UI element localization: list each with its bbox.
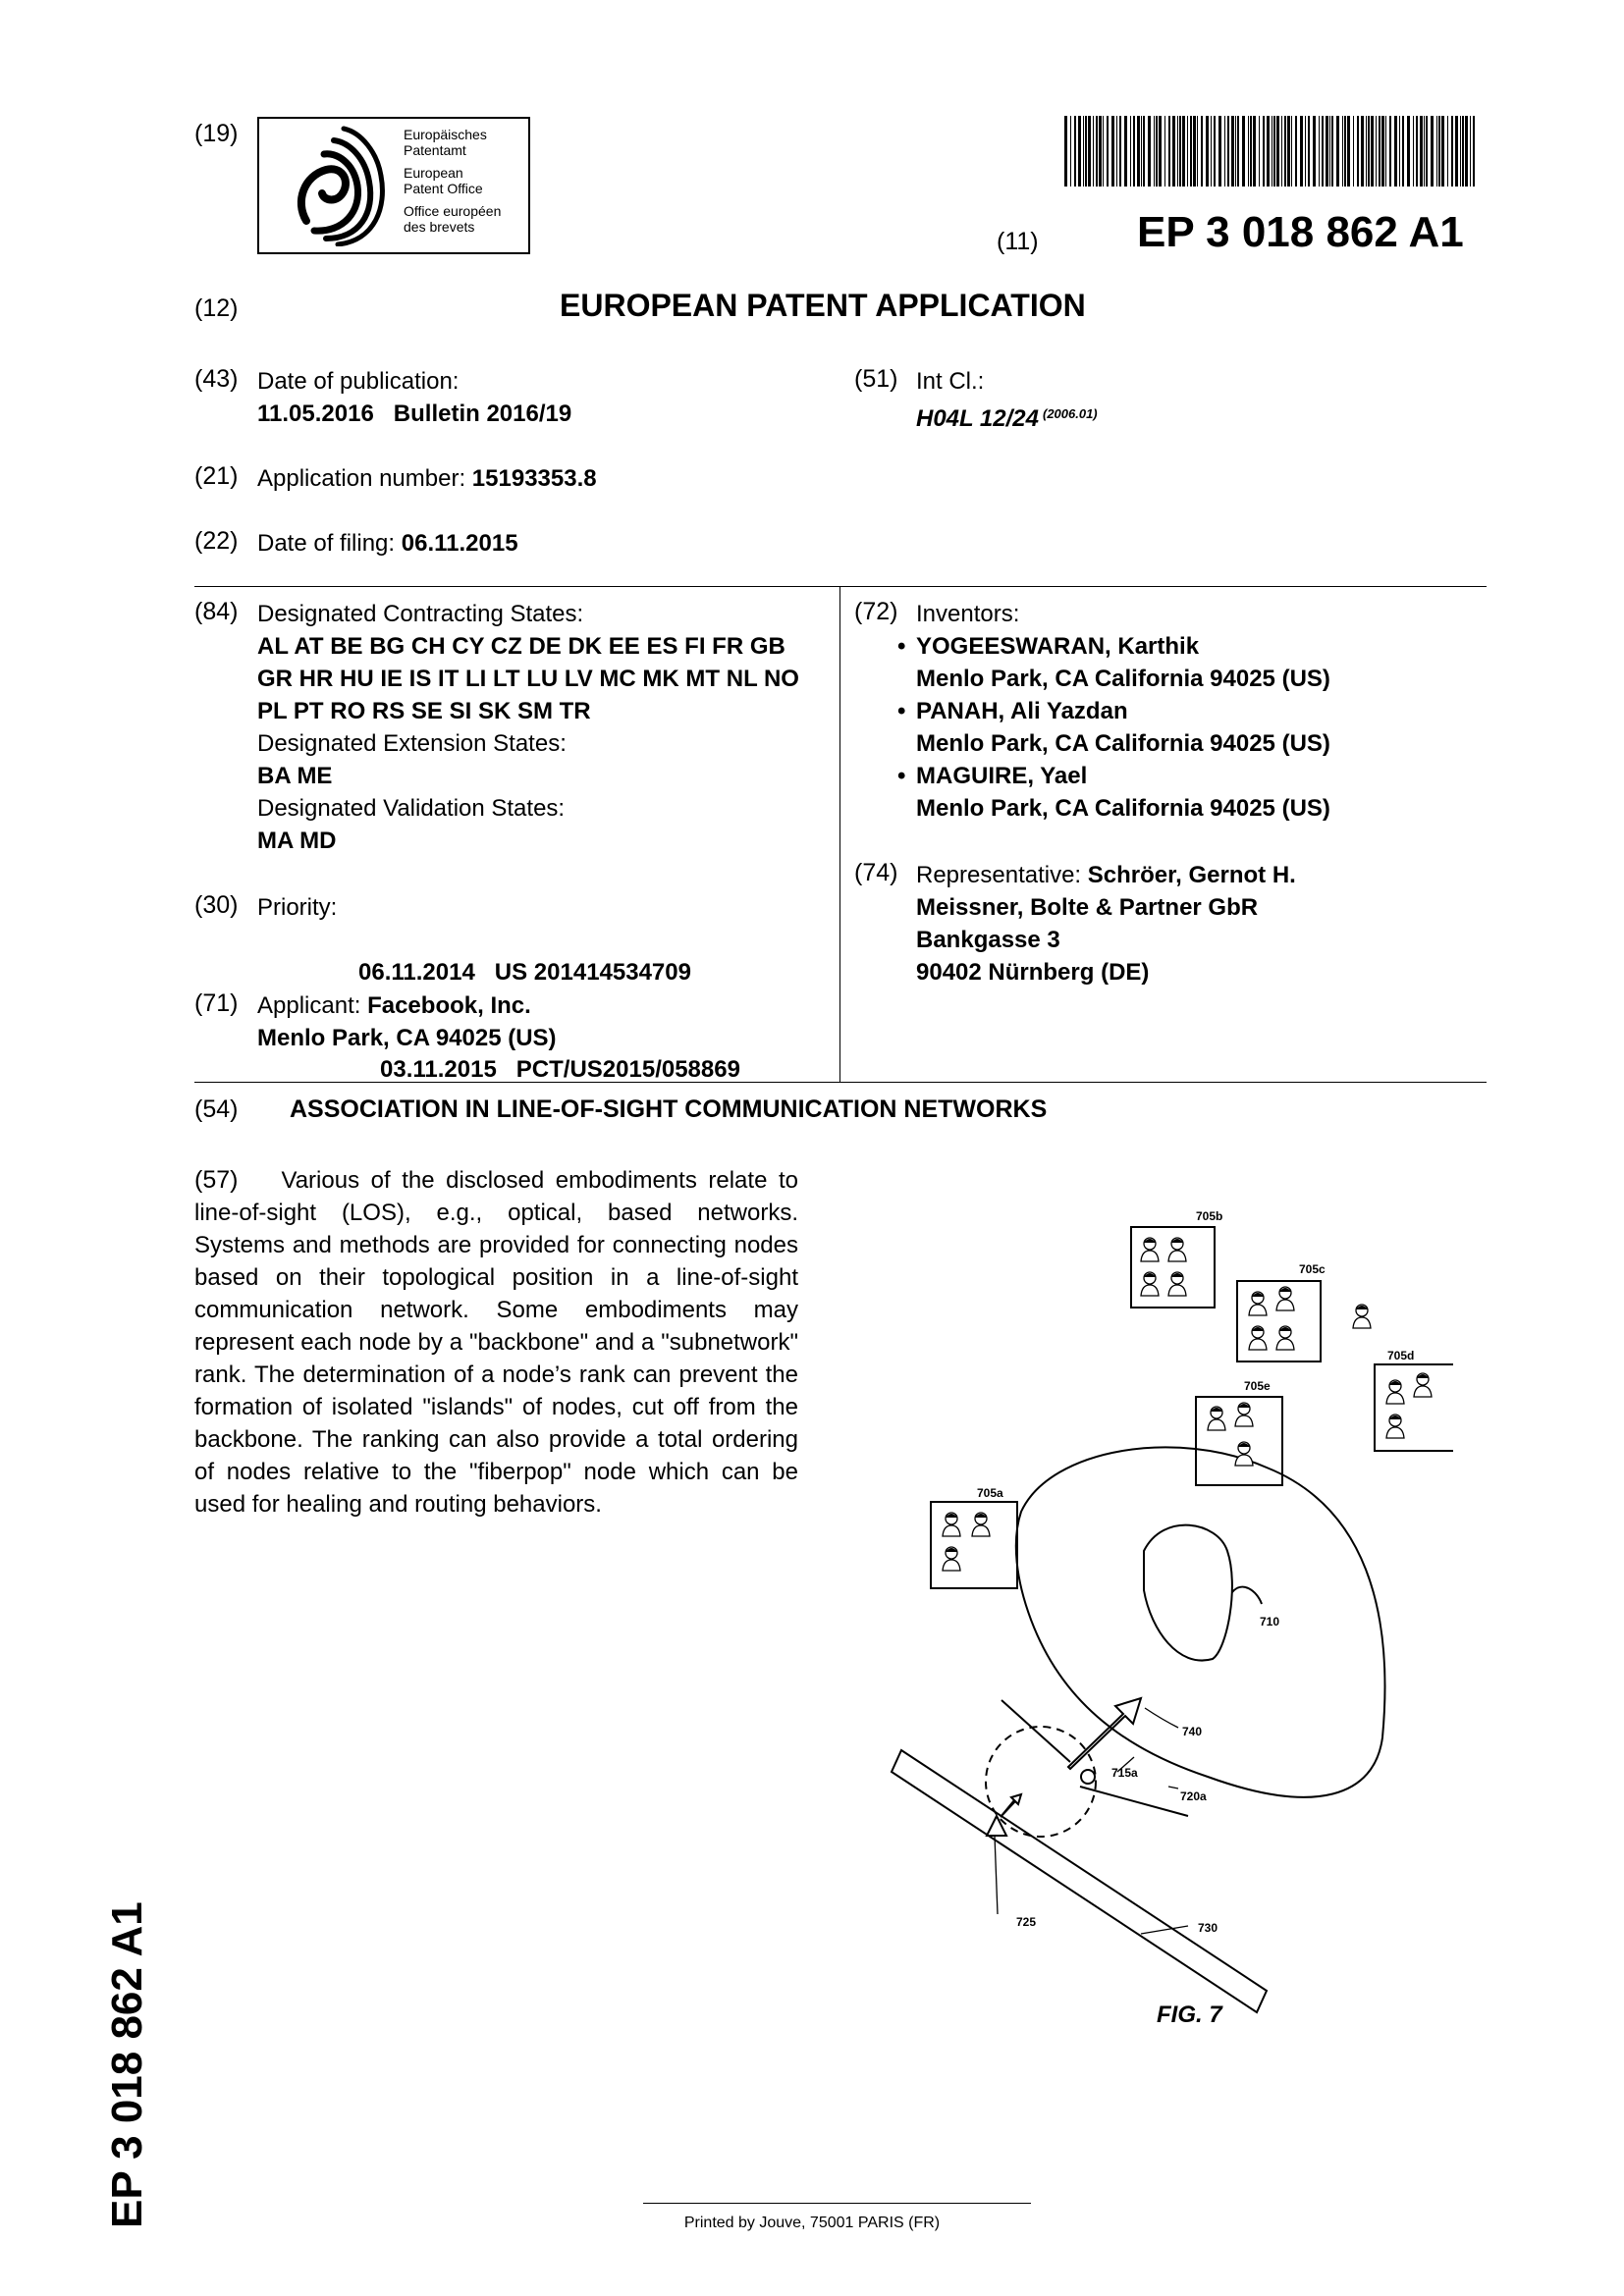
label-710: 710 xyxy=(1260,1615,1280,1629)
barcode-bar xyxy=(1237,116,1239,187)
barcode-bar xyxy=(1193,116,1196,187)
barcode-bar xyxy=(1242,116,1245,187)
inventors: Inventors: • YOGEESWARAN, Karthik Menlo Park, CA California 94025 (US) • PANAH, Ali Yazdan Menlo Park, CA California 94025 (US) • MAGUIRE, Yael Menlo Park, CA California 94025 (US) xyxy=(897,601,1330,822)
barcode-bar xyxy=(1206,116,1209,187)
barcode-bar xyxy=(1353,116,1354,187)
barcode-bar xyxy=(1124,116,1127,187)
barcode-bar xyxy=(1438,116,1440,187)
label-705b: 705b xyxy=(1196,1209,1223,1223)
code-43: (43) xyxy=(194,365,239,393)
barcode-bar xyxy=(1416,116,1418,187)
label-730: 730 xyxy=(1198,1921,1218,1935)
barcode-bar xyxy=(1331,116,1333,187)
barcode-bar xyxy=(1357,116,1359,187)
side-publication-number: EP 3 018 862 A1 xyxy=(103,1901,151,2228)
barcode-bar xyxy=(1431,116,1434,187)
publication-date-value: 11.05.2016 Bulletin 2016/19 xyxy=(257,400,572,427)
applicant: Applicant: Facebook, Inc. Menlo Park, CA 94025 (US) xyxy=(257,992,557,1051)
code-71: (71) xyxy=(194,989,239,1017)
code-51: (51) xyxy=(854,365,898,393)
arrow-725 xyxy=(987,1816,1006,1836)
barcode-bar xyxy=(1263,116,1265,187)
range-circle xyxy=(986,1727,1096,1837)
column-divider xyxy=(839,586,840,1082)
barcode-bar xyxy=(1107,116,1109,187)
barcode-bar xyxy=(1070,116,1071,187)
barcode-bar xyxy=(1344,116,1346,187)
label-705a: 705a xyxy=(977,1486,1003,1500)
user-standalone xyxy=(1353,1305,1371,1328)
barcode-bar xyxy=(1366,116,1367,187)
code-30: (30) xyxy=(194,891,239,919)
node-box-705a xyxy=(931,1502,1017,1588)
barcode-bar xyxy=(1235,116,1236,187)
barcode-bar xyxy=(1259,116,1260,187)
label-705e: 705e xyxy=(1244,1379,1271,1393)
barcode-bar xyxy=(1402,116,1404,187)
label-705d: 705d xyxy=(1387,1349,1415,1362)
barcode-bar xyxy=(1276,116,1279,187)
application-number: Application number: 15193353.8 xyxy=(257,465,597,492)
int-cl-label: Int Cl.: xyxy=(916,368,985,395)
publication-date-label: Date of publication: xyxy=(257,368,460,395)
epo-logo xyxy=(257,117,530,254)
arrow-740 xyxy=(1068,1698,1141,1769)
barcode-bar xyxy=(1267,116,1270,187)
sightline-720a xyxy=(1080,1787,1188,1816)
code-74: (74) xyxy=(854,859,898,886)
epo-logo-icon xyxy=(285,125,393,246)
priority-label: Priority: xyxy=(257,894,338,921)
users-705e xyxy=(1208,1403,1253,1466)
label-715a: 715a xyxy=(1111,1766,1138,1780)
barcode-bar xyxy=(1253,116,1256,187)
label-720a: 720a xyxy=(1180,1789,1207,1803)
barcode-bar xyxy=(1218,116,1221,187)
barcode-bar xyxy=(1187,116,1188,187)
barcode-bar xyxy=(1284,116,1286,187)
code-54: (54) xyxy=(194,1095,239,1123)
code-12: (12) xyxy=(194,294,239,322)
barcode-bar xyxy=(1224,116,1225,187)
barcode-bar xyxy=(1248,116,1249,187)
barcode-bar xyxy=(1385,116,1386,187)
barcode-bar xyxy=(1143,116,1145,187)
barcode-bar xyxy=(1460,116,1461,187)
barcode-bar xyxy=(1141,116,1142,187)
label-740: 740 xyxy=(1182,1725,1203,1738)
code-19: (19) xyxy=(194,120,239,147)
barcode-bar xyxy=(1281,116,1282,187)
leader-710 xyxy=(1232,1587,1262,1604)
priority-values: 06.11.2014 US 201414534709 03.11.2015 PCT/US2015/058869 xyxy=(358,959,740,1083)
barcode-bar xyxy=(1148,116,1151,187)
barcode-bar xyxy=(1413,116,1414,187)
int-cl-value: H04L 12/24 $^{(2006.01)}$ xyxy=(916,405,1098,432)
barcode-bar xyxy=(1436,116,1437,187)
barcode-bar xyxy=(1389,116,1391,187)
filing-date: Date of filing: 06.11.2015 xyxy=(257,530,518,557)
users-705c xyxy=(1249,1287,1294,1350)
arrow-small xyxy=(1001,1794,1021,1817)
barcode-bar xyxy=(1116,116,1117,187)
barcode-bar xyxy=(1190,116,1192,187)
barcode-bar xyxy=(1088,116,1091,187)
barcode-bar xyxy=(1287,116,1290,187)
barcode-bar xyxy=(1361,116,1364,187)
code-72: (72) xyxy=(854,598,898,625)
barcode-bar xyxy=(1420,116,1423,187)
barcode-bar xyxy=(1064,116,1067,187)
section-divider xyxy=(194,586,1487,587)
abstract-text: Various of the disclosed embodiments relate to line-of-sight (LOS), e.g., optical, based networks. Systems and methods are provided for connecting nodes based on their topological position in a line-of-sight communication network. Some embodiments may represent each node by a "backbone" and a "subnetwork" rank. The determination of a node’s rank can prevent the formation of isolated "islands" of nodes, cut off from the backbone. The ranking can also provide a total ordering of nodes relative to the "fiberpop" node which can be used for healing and routing behaviors. xyxy=(194,1167,798,1518)
node-715a xyxy=(1081,1770,1095,1784)
barcode-bar xyxy=(1182,116,1185,187)
barcode-bar xyxy=(1447,116,1448,187)
barcode-bar xyxy=(1179,116,1181,187)
barcode-bar xyxy=(1376,116,1377,187)
office-name: Europäisches Patentamt European Patent Office Office européen des brevets xyxy=(404,127,502,235)
label-705c: 705c xyxy=(1299,1262,1326,1276)
users-705b xyxy=(1141,1238,1186,1296)
barcode-bar xyxy=(1381,116,1384,187)
barcode-bar xyxy=(1451,116,1453,187)
barcode-bar xyxy=(1137,116,1140,187)
barcode-bar xyxy=(1103,116,1104,187)
barcode-bar xyxy=(1407,116,1410,187)
barcode-bar xyxy=(1085,116,1087,187)
barcode-bar xyxy=(1470,116,1471,187)
barcode-bar xyxy=(1473,116,1475,187)
barcode-bar xyxy=(1111,116,1114,187)
barcode-bar xyxy=(1291,116,1292,187)
footer-divider xyxy=(643,2203,1031,2204)
code-22: (22) xyxy=(194,527,239,555)
barcode-bar xyxy=(1462,116,1464,187)
barcode-bar xyxy=(1250,116,1252,187)
barcode-bar xyxy=(1322,116,1324,187)
barcode-bar xyxy=(1096,116,1098,187)
barcode-bar xyxy=(1319,116,1320,187)
figure-7 xyxy=(884,1188,1453,2042)
barcode-bar xyxy=(1326,116,1328,187)
barcode-bar xyxy=(1399,116,1400,187)
figure-caption: FIG. 7 xyxy=(1157,2002,1222,2028)
code-21: (21) xyxy=(194,462,239,490)
barcode-bar xyxy=(1295,116,1297,187)
int-cl-version: (2006.01) xyxy=(1042,406,1098,421)
barcode-bar xyxy=(1133,116,1135,187)
users-705a xyxy=(943,1513,990,1571)
inner-region-710 xyxy=(1144,1525,1232,1661)
barcode-bar xyxy=(1201,116,1203,187)
barcode-bar xyxy=(1156,116,1158,187)
barcode-bar xyxy=(1214,116,1216,187)
publication-number: EP 3 018 862 A1 xyxy=(1137,208,1464,256)
barcode-bar xyxy=(1313,116,1316,187)
barcode-bar xyxy=(1093,116,1094,187)
barcode-bar xyxy=(1379,116,1380,187)
leader-730 xyxy=(1141,1926,1188,1934)
barcode-bar xyxy=(1074,116,1076,187)
barcode-bar xyxy=(1154,116,1155,187)
barcode-bar xyxy=(1455,116,1458,187)
leader-725 xyxy=(995,1836,998,1914)
invention-title: ASSOCIATION IN LINE-OF-SIGHT COMMUNICATION NETWORKS xyxy=(290,1095,1048,1123)
barcode-bar xyxy=(1394,116,1397,187)
barcode-bar xyxy=(1159,116,1162,187)
network-boundary-loop xyxy=(1016,1447,1385,1796)
barcode-bar xyxy=(1329,116,1330,187)
barcode xyxy=(1064,116,1477,187)
obstacle-730 xyxy=(892,1750,1267,2012)
barcode-bar xyxy=(1424,116,1425,187)
barcode-bar xyxy=(1083,116,1084,187)
designated-states: Designated Contracting States: AL AT BE BG CH CY CZ DE DK EE ES FI FR GB GR HR HU IE IS IT LI LT LU LV MC MK MT NL NO PL PT RO RS SE SI SK SM TR Designated Extension States: BA ME Designated Validation States: MA MD xyxy=(257,601,799,854)
barcode-bar xyxy=(1211,116,1212,187)
barcode-bar xyxy=(1172,116,1175,187)
barcode-bar xyxy=(1465,116,1468,187)
code-57: (57) xyxy=(194,1166,239,1194)
leader-720a xyxy=(1168,1787,1178,1789)
barcode-bar xyxy=(1347,116,1350,187)
barcode-bar xyxy=(1227,116,1229,187)
label-725: 725 xyxy=(1016,1915,1037,1929)
document-type: EUROPEAN PATENT APPLICATION xyxy=(560,288,1086,323)
barcode-bar xyxy=(1371,116,1374,187)
representative: Representative: Schröer, Gernot H. Meissner, Bolte & Partner GbR Bankgasse 3 90402 Nürnberg (DE) xyxy=(916,862,1296,986)
barcode-bar xyxy=(1426,116,1428,187)
barcode-bar xyxy=(1177,116,1178,187)
barcode-bar xyxy=(1130,116,1131,187)
footer-printer: Printed by Jouve, 75001 PARIS (FR) xyxy=(683,2215,941,2231)
barcode-bar xyxy=(1119,116,1121,187)
users-705d xyxy=(1386,1373,1432,1438)
barcode-bar xyxy=(1368,116,1370,187)
leader-740 xyxy=(1145,1708,1178,1728)
barcode-bar xyxy=(1308,116,1310,187)
barcode-bar xyxy=(1231,116,1234,187)
abstract xyxy=(194,1164,798,1521)
barcode-bar xyxy=(1342,116,1343,187)
code-11: (11) xyxy=(997,228,1039,255)
barcode-bar xyxy=(1305,116,1306,187)
barcode-bar xyxy=(1300,116,1303,187)
barcode-bar xyxy=(1273,116,1275,187)
barcode-bar xyxy=(1197,116,1198,187)
barcode-bar xyxy=(1099,116,1102,187)
barcode-bar xyxy=(1164,116,1165,187)
barcode-bar xyxy=(1168,116,1170,187)
code-84: (84) xyxy=(194,598,239,625)
barcode-bar xyxy=(1336,116,1339,187)
barcode-bar xyxy=(1078,116,1081,187)
barcode-bar xyxy=(1441,116,1444,187)
